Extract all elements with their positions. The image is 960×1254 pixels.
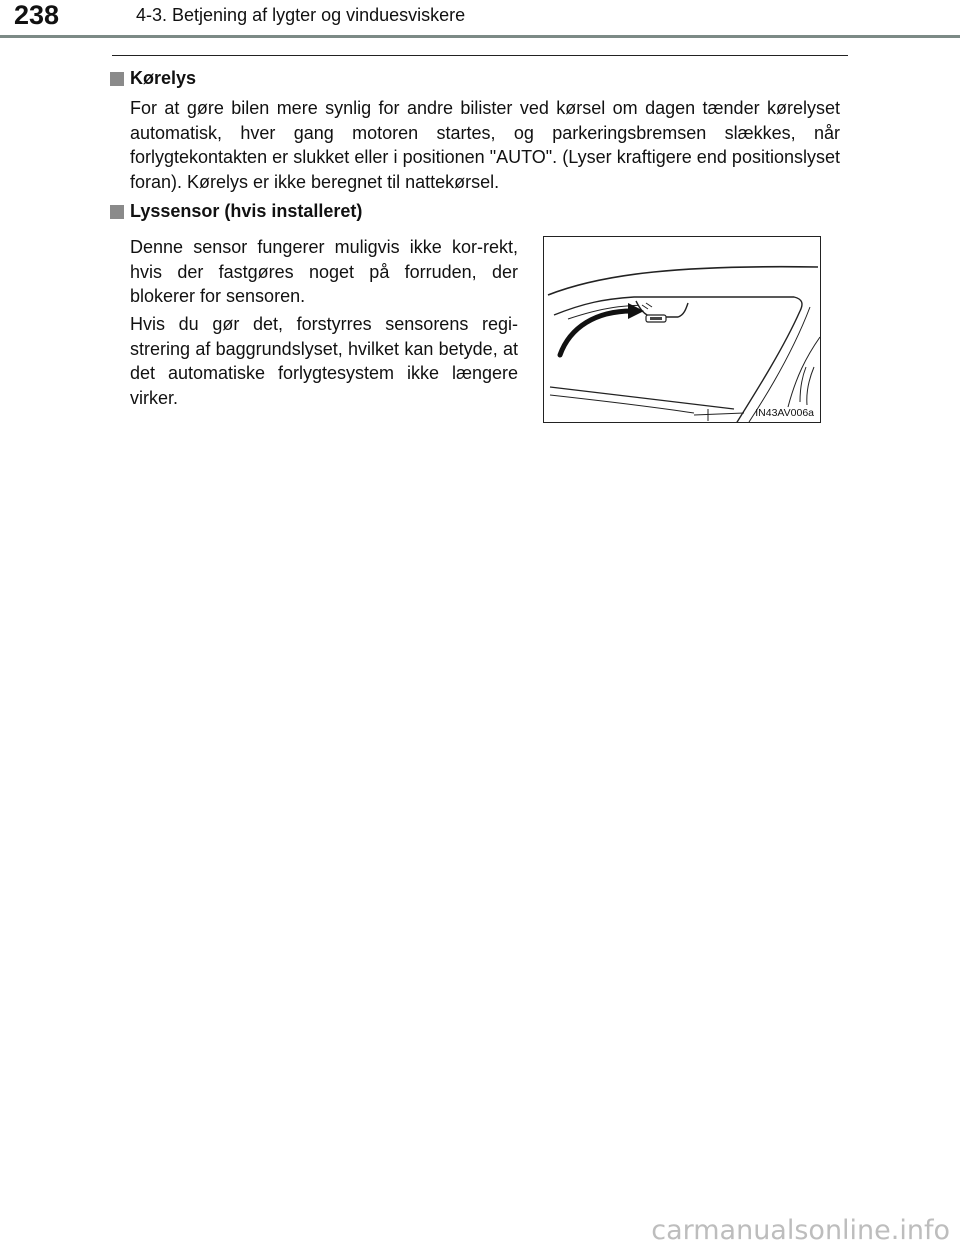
gray-square-bullet-icon [110,205,124,219]
watermark: carmanualsonline.info [651,1215,950,1246]
section-heading-lyssensor [110,201,362,222]
paragraph: Hvis du gør det, forstyrres sensorens regi-strering af baggrundslyset, hvilket kan betyde, at det automatiske forlygtesystem ikke længere virker. [130,314,518,408]
header-rule [0,35,960,38]
figure-code: IN43AV006a [755,407,814,419]
chapter-title: 4-3. Betjening af lygter og vinduesviskere [136,5,466,25]
windshield-light-sensor-icon [544,237,820,422]
paragraph: Denne sensor fungerer muligvis ikke kor-rekt, hvis der fastgøres noget på forruden, der blokerer for sensoren. [130,237,518,306]
paragraph: For at gøre bilen mere synlig for andre bilister ved kørsel om dagen tænder kørelyset automatisk, hver gang motoren startes, og parkeringsbremsen slækkes, når forlygtekontakten er slukket eller i positionen "AUTO". (Lyser kraftigere end positionslyset foran). Kørelys er ikke beregnet til nattekørsel. [130,98,840,192]
page-number: 238 [14,0,60,30]
gray-square-bullet-icon [110,72,124,86]
section-divider [112,55,848,56]
windshield-sensor-figure [543,236,821,423]
section-title: Lyssensor (hvis installeret) [130,201,363,221]
section-title: Kørelys [130,68,197,88]
section-heading-korelys [110,68,196,89]
